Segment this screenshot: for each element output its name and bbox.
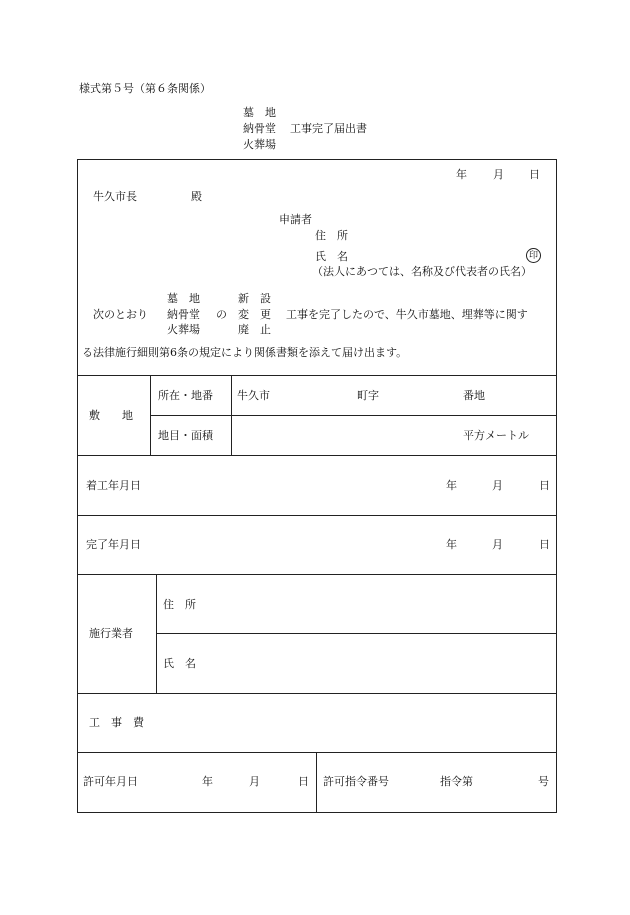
facility-option-cemetery: 墓 地 — [167, 292, 200, 305]
complete-date-label: 完了年月日 — [86, 538, 141, 551]
permit-date-label: 許可年月日 — [83, 775, 138, 788]
col-divider — [316, 752, 317, 813]
applicant-address-label: 住 所 — [315, 229, 348, 242]
body-line2: る法律施行細則第6条の規定により関係書類を添えて届け出ます。 — [82, 346, 408, 359]
action-option-new: 新 設 — [238, 292, 271, 305]
permit-month: 月 — [249, 775, 260, 788]
row-divider — [77, 455, 557, 456]
permit-year: 年 — [202, 775, 213, 788]
title-option-cemetery: 墓 地 — [243, 106, 276, 119]
start-date-label: 着工年月日 — [86, 479, 141, 492]
permit-number-label: 許可指令番号 — [323, 775, 389, 788]
contractor-label: 施行業者 — [89, 627, 133, 640]
complete-month: 月 — [492, 538, 503, 551]
body-prefix: 次のとおり — [93, 308, 148, 321]
contractor-name-label: 氏 名 — [163, 657, 196, 670]
facility-option-ossuary: 納骨堂 — [167, 308, 200, 321]
start-day: 日 — [539, 479, 550, 492]
directive-label: 指令第 — [440, 775, 473, 788]
row-divider — [150, 415, 557, 416]
action-option-abolish: 廃 止 — [238, 323, 271, 336]
land-label: 地目・面積 — [158, 429, 213, 442]
date-month: 月 — [493, 168, 504, 181]
document-title: 工事完了届出書 — [290, 122, 367, 135]
start-year: 年 — [446, 479, 457, 492]
facility-option-crematorium: 火葬場 — [167, 323, 200, 336]
location-label: 所在・地番 — [158, 389, 213, 402]
col-divider — [231, 375, 232, 455]
cost-label: 工 事 費 — [89, 716, 144, 729]
complete-day: 日 — [539, 538, 550, 551]
applicant-name-label: 氏 名 — [315, 250, 348, 263]
town-label: 町字 — [357, 389, 379, 402]
lot-label: 番地 — [463, 389, 485, 402]
applicant-label: 申請者 — [279, 213, 312, 226]
row-divider — [77, 515, 557, 516]
row-divider — [77, 574, 557, 575]
city-name: 牛久市 — [237, 389, 270, 402]
title-option-crematorium: 火葬場 — [243, 138, 276, 151]
row-divider — [77, 752, 557, 753]
permit-day: 日 — [298, 775, 309, 788]
col-divider — [156, 574, 157, 693]
col-divider — [150, 375, 151, 455]
title-option-ossuary: 納骨堂 — [243, 122, 276, 135]
row-divider — [77, 693, 557, 694]
seal-mark: 印 — [526, 248, 541, 263]
date-year: 年 — [456, 168, 467, 181]
site-label: 敷 地 — [89, 409, 133, 422]
action-option-change: 変 更 — [238, 308, 271, 321]
number-suffix: 号 — [538, 775, 549, 788]
row-divider — [156, 633, 557, 634]
honorific: 殿 — [191, 190, 202, 203]
start-month: 月 — [492, 479, 503, 492]
complete-year: 年 — [446, 538, 457, 551]
area-unit: 平方メートル — [463, 429, 529, 442]
corporate-note: （法人にあつては、名称及び代表者の氏名） — [312, 265, 532, 278]
connector: の — [216, 308, 227, 321]
date-day: 日 — [529, 168, 540, 181]
contractor-address-label: 住 所 — [163, 598, 196, 611]
body-suffix: 工事を完了したので、牛久市墓地、埋葬等に関す — [286, 308, 528, 321]
form-number: 様式第５号（第６条関係） — [79, 82, 211, 95]
addressee: 牛久市長 — [93, 190, 137, 203]
